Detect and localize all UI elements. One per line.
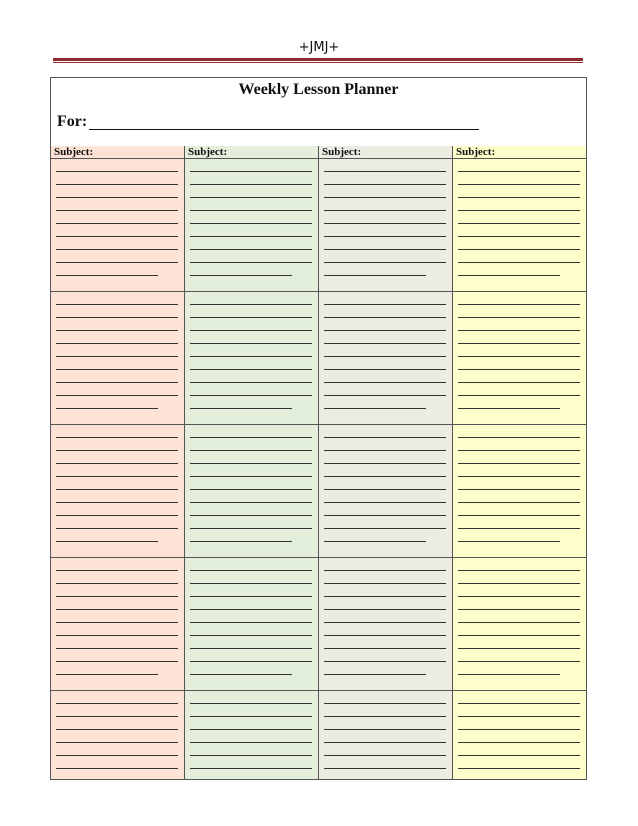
writing-line: [190, 223, 312, 224]
writing-line: [458, 648, 580, 649]
writing-line: [190, 635, 312, 636]
writing-line: [324, 450, 446, 451]
lesson-block[interactable]: [185, 425, 318, 558]
writing-line: [190, 622, 312, 623]
writing-line: [190, 343, 312, 344]
writing-line: [458, 369, 580, 370]
writing-line: [190, 742, 312, 743]
writing-line: [324, 369, 446, 370]
writing-line: [190, 236, 312, 237]
writing-line: [56, 729, 178, 730]
writing-line: [458, 635, 580, 636]
writing-line: [324, 463, 446, 464]
writing-line: [190, 528, 312, 529]
writing-line: [324, 395, 446, 396]
writing-line: [190, 210, 312, 211]
subject-header-3[interactable]: Subject:: [319, 146, 452, 159]
subject-header-2[interactable]: Subject:: [185, 146, 318, 159]
writing-line: [324, 502, 446, 503]
writing-line: [458, 729, 580, 730]
writing-line: [324, 408, 426, 409]
writing-line: [56, 330, 178, 331]
lesson-block[interactable]: [51, 691, 184, 779]
writing-line: [190, 476, 312, 477]
writing-line: [458, 583, 580, 584]
writing-line: [56, 661, 178, 662]
writing-line: [190, 703, 312, 704]
writing-line: [324, 729, 446, 730]
writing-line: [324, 528, 446, 529]
writing-line: [458, 609, 580, 610]
writing-line: [56, 450, 178, 451]
writing-line: [56, 635, 178, 636]
writing-line: [56, 476, 178, 477]
writing-line: [324, 635, 446, 636]
writing-line: [190, 356, 312, 357]
writing-line: [324, 541, 426, 542]
writing-line: [56, 356, 178, 357]
lesson-block[interactable]: [185, 558, 318, 691]
writing-line: [458, 489, 580, 490]
writing-line: [324, 489, 446, 490]
title-box: [51, 78, 586, 147]
writing-line: [458, 275, 560, 276]
writing-line: [458, 742, 580, 743]
writing-line: [458, 596, 580, 597]
writing-line: [458, 382, 580, 383]
writing-line: [324, 596, 446, 597]
writing-line: [324, 343, 446, 344]
writing-line: [190, 275, 292, 276]
writing-line: [458, 502, 580, 503]
writing-line: [458, 343, 580, 344]
writing-line: [324, 275, 426, 276]
writing-line: [324, 515, 446, 516]
writing-line: [324, 171, 446, 172]
lesson-block[interactable]: [319, 425, 452, 558]
writing-line: [458, 528, 580, 529]
subject-column-2: [185, 146, 319, 779]
writing-line: [458, 541, 560, 542]
writing-line: [324, 382, 446, 383]
writing-line: [56, 674, 158, 675]
writing-line: [458, 317, 580, 318]
writing-line: [190, 609, 312, 610]
writing-line: [458, 674, 560, 675]
writing-line: [190, 304, 312, 305]
writing-line: [190, 515, 312, 516]
writing-line: [56, 382, 178, 383]
writing-line: [324, 197, 446, 198]
writing-line: [56, 528, 178, 529]
writing-line: [56, 502, 178, 503]
writing-line: [190, 502, 312, 503]
writing-line: [190, 583, 312, 584]
writing-line: [190, 541, 292, 542]
writing-line: [324, 755, 446, 756]
writing-line: [190, 450, 312, 451]
writing-line: [324, 223, 446, 224]
lesson-block[interactable]: [453, 558, 586, 691]
writing-line: [458, 450, 580, 451]
writing-line: [56, 317, 178, 318]
writing-line: [458, 661, 580, 662]
writing-line: [56, 596, 178, 597]
header-rule: [53, 58, 583, 61]
lesson-block[interactable]: [319, 558, 452, 691]
subject-column-3: [319, 146, 453, 779]
writing-line: [458, 223, 580, 224]
writing-line: [324, 661, 446, 662]
writing-line: [324, 304, 446, 305]
writing-line: [56, 249, 178, 250]
writing-line: [190, 768, 312, 769]
writing-line: [56, 262, 178, 263]
writing-line: [56, 541, 158, 542]
writing-line: [56, 236, 178, 237]
lesson-block[interactable]: [453, 159, 586, 292]
writing-line: [458, 236, 580, 237]
writing-line: [190, 570, 312, 571]
writing-line: [324, 742, 446, 743]
header-rule-thin: [53, 62, 583, 63]
lesson-block[interactable]: [51, 159, 184, 292]
subject-column-4: [453, 146, 586, 779]
writing-line: [458, 408, 560, 409]
writing-line: [458, 703, 580, 704]
writing-line: [324, 648, 446, 649]
writing-line: [190, 262, 312, 263]
writing-line: [458, 463, 580, 464]
writing-line: [458, 210, 580, 211]
writing-line: [56, 171, 178, 172]
planner-frame: [50, 77, 587, 780]
writing-line: [56, 622, 178, 623]
writing-line: [56, 648, 178, 649]
writing-line: [458, 395, 580, 396]
writing-line: [324, 210, 446, 211]
header-mark: +JMJ+: [298, 40, 340, 55]
writing-line: [190, 330, 312, 331]
writing-line: [190, 317, 312, 318]
writing-line: [458, 768, 580, 769]
writing-line: [56, 408, 158, 409]
writing-line: [458, 755, 580, 756]
writing-line: [190, 596, 312, 597]
writing-line: [190, 171, 312, 172]
writing-line: [190, 197, 312, 198]
writing-line: [324, 703, 446, 704]
writing-line: [190, 489, 312, 490]
writing-line: [458, 437, 580, 438]
writing-line: [190, 463, 312, 464]
writing-line: [56, 755, 178, 756]
writing-line: [458, 249, 580, 250]
lesson-block[interactable]: [453, 425, 586, 558]
writing-line: [458, 197, 580, 198]
writing-line: [324, 262, 446, 263]
writing-line: [56, 515, 178, 516]
writing-line: [324, 622, 446, 623]
writing-line: [458, 262, 580, 263]
writing-line: [190, 395, 312, 396]
lesson-block[interactable]: [51, 292, 184, 425]
lesson-block[interactable]: [453, 292, 586, 425]
writing-line: [190, 408, 292, 409]
writing-line: [324, 317, 446, 318]
writing-line: [324, 330, 446, 331]
writing-line: [56, 583, 178, 584]
page-title: Weekly Lesson Planner: [238, 81, 399, 98]
writing-line: [56, 570, 178, 571]
writing-line: [190, 674, 292, 675]
writing-line: [324, 570, 446, 571]
writing-line: [56, 716, 178, 717]
writing-line: [56, 742, 178, 743]
writing-line: [324, 768, 446, 769]
writing-line: [458, 304, 580, 305]
writing-line: [56, 609, 178, 610]
writing-line: [56, 275, 158, 276]
writing-line: [324, 476, 446, 477]
writing-line: [56, 768, 178, 769]
writing-line: [56, 184, 178, 185]
for-line[interactable]: [89, 129, 479, 130]
for-label: For:: [57, 113, 88, 130]
writing-line: [324, 236, 446, 237]
lesson-block[interactable]: [185, 159, 318, 292]
writing-line: [458, 570, 580, 571]
lesson-block[interactable]: [185, 691, 318, 779]
writing-line: [458, 171, 580, 172]
writing-line: [56, 463, 178, 464]
writing-line: [458, 622, 580, 623]
writing-line: [190, 249, 312, 250]
writing-line: [458, 476, 580, 477]
writing-line: [190, 382, 312, 383]
lesson-block[interactable]: [453, 691, 586, 779]
writing-line: [324, 609, 446, 610]
lesson-block[interactable]: [319, 159, 452, 292]
lesson-block[interactable]: [319, 691, 452, 779]
writing-line: [190, 369, 312, 370]
writing-line: [56, 395, 178, 396]
writing-line: [190, 755, 312, 756]
subject-header-4[interactable]: Subject:: [453, 146, 586, 159]
writing-line: [190, 716, 312, 717]
writing-line: [458, 515, 580, 516]
writing-line: [324, 356, 446, 357]
writing-line: [324, 184, 446, 185]
subject-column-1: [51, 146, 185, 779]
lesson-block[interactable]: [319, 292, 452, 425]
writing-line: [56, 703, 178, 704]
writing-line: [56, 197, 178, 198]
writing-line: [190, 661, 312, 662]
writing-line: [56, 369, 178, 370]
lesson-block[interactable]: [185, 292, 318, 425]
writing-line: [190, 648, 312, 649]
writing-line: [56, 343, 178, 344]
writing-line: [458, 716, 580, 717]
writing-line: [56, 304, 178, 305]
writing-line: [458, 184, 580, 185]
writing-line: [190, 729, 312, 730]
writing-line: [324, 674, 426, 675]
writing-line: [56, 437, 178, 438]
writing-line: [190, 437, 312, 438]
writing-line: [458, 356, 580, 357]
writing-line: [190, 184, 312, 185]
writing-line: [458, 330, 580, 331]
writing-line: [56, 210, 178, 211]
lesson-block[interactable]: [51, 425, 184, 558]
writing-line: [56, 223, 178, 224]
writing-line: [56, 489, 178, 490]
writing-line: [324, 437, 446, 438]
writing-line: [324, 716, 446, 717]
writing-line: [324, 249, 446, 250]
subject-header-1[interactable]: Subject:: [51, 146, 184, 159]
lesson-block[interactable]: [51, 558, 184, 691]
writing-line: [324, 583, 446, 584]
